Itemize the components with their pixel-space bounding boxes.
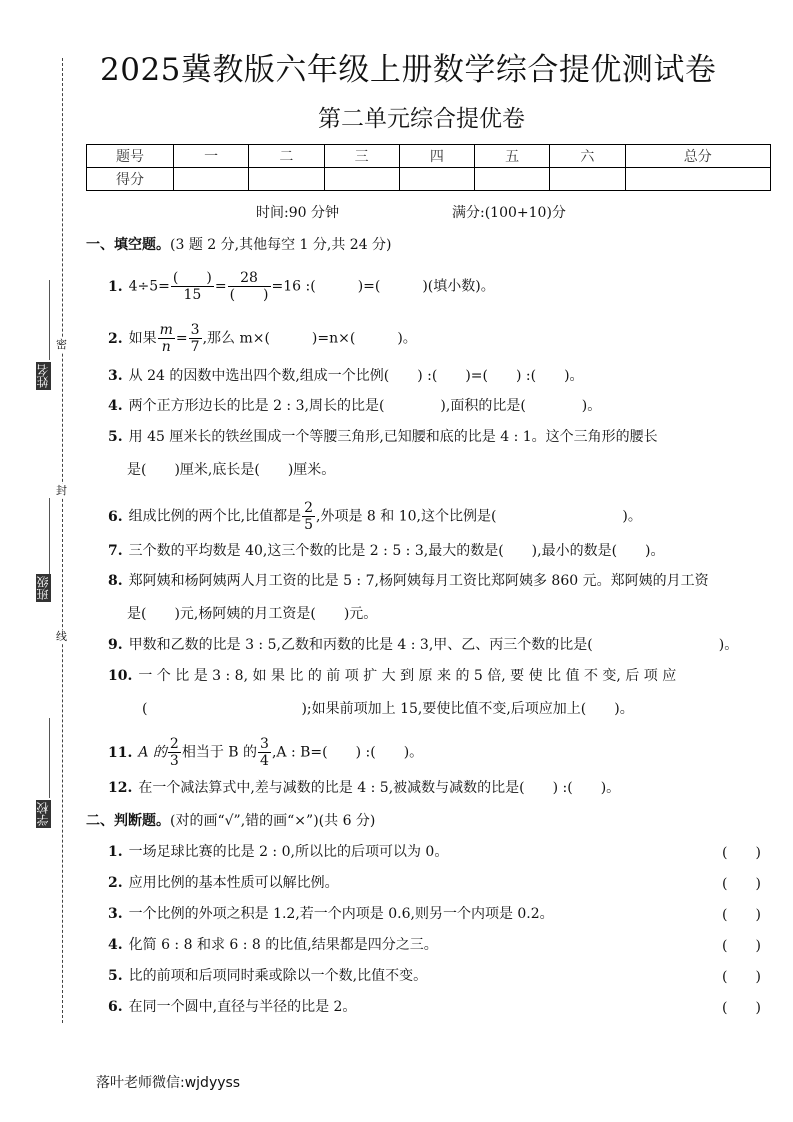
answer-paren[interactable]: ( ) [722, 1000, 761, 1016]
class-label: 班级 [36, 576, 50, 600]
question-text: 两个正方形边长的比是 2 : 3,周长的比是( ),面积的比是( )。 [128, 398, 602, 414]
question-number: 7. [108, 543, 123, 559]
seal-char-feng: 封 [56, 484, 67, 497]
score-input-cell[interactable] [475, 168, 550, 191]
question-5 [108, 427, 658, 447]
score-table-score-row [87, 168, 771, 191]
question-12 [108, 778, 620, 798]
numerator: 3 [190, 322, 200, 338]
full-score: 满分:(100+10)分 [452, 205, 566, 221]
question-8 [108, 571, 709, 591]
numerator: m [159, 322, 173, 338]
score-input-cell[interactable] [249, 168, 324, 191]
score-cell: 总分 [625, 145, 771, 168]
fraction [302, 500, 315, 533]
name-fill-line[interactable] [49, 280, 50, 360]
numerator-blank[interactable]: ( ) [172, 270, 212, 286]
answer-paren[interactable]: ( ) [722, 845, 761, 861]
question-10 [108, 666, 676, 686]
question-text: 相当于 B 的 [181, 744, 258, 761]
fraction [258, 736, 271, 769]
question-9 [108, 635, 738, 655]
question-number: 5. [108, 968, 123, 984]
seal-char-mi: 密 [56, 338, 67, 351]
fraction [168, 736, 181, 769]
equals: = [175, 330, 188, 347]
question-text: 在同一个圆中,直径与半径的比是 2。 [128, 999, 357, 1015]
section2-heading [86, 810, 375, 830]
question-text: 一 个 比 是 3 : 8, 如 果 比 的 前 项 扩 大 到 原 来 的 5 倍, 要 使 比 值 不 变, 后 项 应 [138, 668, 677, 684]
score-cell: 五 [475, 145, 550, 168]
question-text: A 的 [138, 744, 167, 761]
denominator: 15 [183, 287, 202, 303]
seal-char-xian: 线 [56, 630, 67, 643]
question-number: 1. [108, 278, 123, 295]
question-text: ,那么 m×( )=n×( )。 [202, 330, 417, 347]
question-number: 11. [108, 744, 133, 761]
denominator: n [161, 339, 171, 355]
question-3 [108, 366, 584, 386]
score-cell: 一 [174, 145, 249, 168]
answer-paren[interactable]: ( ) [722, 876, 761, 892]
score-cell: 三 [324, 145, 399, 168]
denominator: 3 [169, 753, 179, 769]
judge-item-2 [108, 873, 339, 893]
question-text: 组成比例的两个比,比值都是 [128, 508, 302, 525]
question-number: 4. [108, 398, 123, 414]
denominator: 7 [190, 339, 200, 355]
question-8-continued: 是( )元,杨阿姨的月工资是( )元。 [127, 606, 378, 622]
question-text: 化简 6 : 8 和求 6 : 8 的比值,结果都是四分之三。 [128, 937, 438, 953]
question-number: 8. [108, 573, 123, 589]
score-input-cell[interactable] [625, 168, 771, 191]
judge-item-3 [108, 904, 554, 924]
exam-title: 2025冀教版六年级上册数学综合提优测试卷 [100, 52, 717, 88]
denominator: 4 [260, 753, 269, 769]
fraction [171, 270, 214, 303]
fraction [228, 270, 271, 303]
score-input-cell[interactable] [399, 168, 474, 191]
question-text: 从 24 的因数中选出四个数,组成一个比例( ) :( )=( ) :( )。 [128, 368, 584, 384]
question-text: 比的前项和后项同时乘或除以一个数,比值不变。 [128, 968, 428, 984]
question-text: ,外项是 8 和 10,这个比例是( )。 [316, 508, 642, 525]
school-label: 学校 [36, 802, 50, 826]
judge-item-4 [108, 935, 438, 955]
score-table [86, 144, 771, 191]
numerator: 2 [304, 500, 313, 516]
name-label: 姓名 [36, 364, 50, 388]
question-text: 如果 [128, 330, 157, 347]
section2-note: (对的画“√”,错的画“×”)(共 6 分) [170, 813, 376, 829]
equals: = [214, 278, 227, 295]
score-table-header-row [87, 145, 771, 168]
judge-item-5 [108, 966, 427, 986]
score-cell: 四 [399, 145, 474, 168]
question-text: 应用比例的基本性质可以解比例。 [128, 875, 339, 891]
numerator: 28 [228, 270, 271, 287]
school-fill-line[interactable] [49, 718, 50, 798]
score-cell: 六 [550, 145, 625, 168]
numerator: 2 [169, 736, 179, 752]
question-text: 一场足球比赛的比是 2 : 0,所以比的后项可以为 0。 [128, 844, 449, 860]
question-number: 12. [108, 780, 133, 796]
question-number: 3. [108, 906, 123, 922]
question-text: 在一个减法算式中,差与减数的比是 4 : 5,被减数与减数的比是( ) :( )。 [138, 780, 621, 796]
section1-heading [86, 234, 392, 254]
question-text: 甲数和乙数的比是 3 : 5,乙数和丙数的比是 4 : 3,甲、乙、丙三个数的比是( )。 [128, 637, 739, 653]
judge-item-6 [108, 997, 356, 1017]
question-text: =16 :( )=( )(填小数)。 [271, 278, 495, 295]
question-number: 9. [108, 637, 123, 653]
numerator: 3 [260, 736, 269, 752]
question-5-continued: 是( )厘米,底长是( )厘米。 [127, 462, 336, 478]
exam-subtitle: 第二单元综合提优卷 [318, 106, 525, 132]
question-4 [108, 396, 601, 416]
fraction [158, 322, 175, 355]
answer-paren[interactable]: ( ) [722, 938, 761, 954]
score-input-cell[interactable] [324, 168, 399, 191]
binding-dashed-line [62, 58, 63, 1023]
question-7 [108, 541, 665, 561]
denominator-blank[interactable]: ( ) [229, 287, 269, 303]
fraction [189, 322, 202, 355]
question-text: ,A : B=( ) :( )。 [271, 744, 424, 761]
score-cell: 题号 [87, 145, 174, 168]
question-number: 10. [108, 668, 133, 684]
question-number: 6. [108, 999, 123, 1015]
footer-contact: 落叶老师微信:wjdyyss [96, 1075, 241, 1091]
answer-paren[interactable]: ( ) [722, 969, 761, 985]
question-1 [108, 270, 495, 303]
class-fill-line[interactable] [49, 498, 50, 578]
time-limit: 时间:90 分钟 [256, 205, 339, 221]
question-text: 用 45 厘米长的铁丝围成一个等腰三角形,已知腰和底的比是 4 : 1。这个三角形的腰长 [128, 429, 658, 445]
question-number: 6. [108, 508, 123, 525]
question-2 [108, 322, 417, 355]
denominator: 5 [304, 517, 313, 533]
question-text: 三个数的平均数是 40,这三个数的比是 2 : 5 : 3,最大的数是( ),最小的数是( )。 [128, 543, 665, 559]
judge-item-1 [108, 842, 448, 862]
section2-title: 二、判断题。 [86, 813, 170, 829]
question-number: 4. [108, 937, 123, 953]
section1-title: 一、填空题。 [86, 237, 170, 253]
question-number: 5. [108, 429, 123, 445]
score-input-cell[interactable] [550, 168, 625, 191]
question-number: 2. [108, 330, 123, 347]
question-number: 1. [108, 844, 123, 860]
question-text: 4÷5= [128, 278, 170, 295]
score-cell: 得分 [87, 168, 174, 191]
section1-note: (3 题 2 分,其他每空 1 分,共 24 分) [170, 237, 392, 253]
answer-paren[interactable]: ( ) [722, 907, 761, 923]
score-input-cell[interactable] [174, 168, 249, 191]
question-text: 郑阿姨和杨阿姨两人月工资的比是 5 : 7,杨阿姨每月工资比郑阿姨多 860 元。郑阿姨的月工资 [128, 573, 709, 589]
question-11 [108, 736, 423, 769]
question-number: 2. [108, 875, 123, 891]
question-number: 3. [108, 368, 123, 384]
score-cell: 二 [249, 145, 324, 168]
question-10-continued: ( );如果前项加上 15,要使比值不变,后项应加上( )。 [142, 701, 634, 717]
question-6 [108, 500, 642, 533]
question-text: 一个比例的外项之积是 1.2,若一个内项是 0.6,则另一个内项是 0.2。 [128, 906, 554, 922]
